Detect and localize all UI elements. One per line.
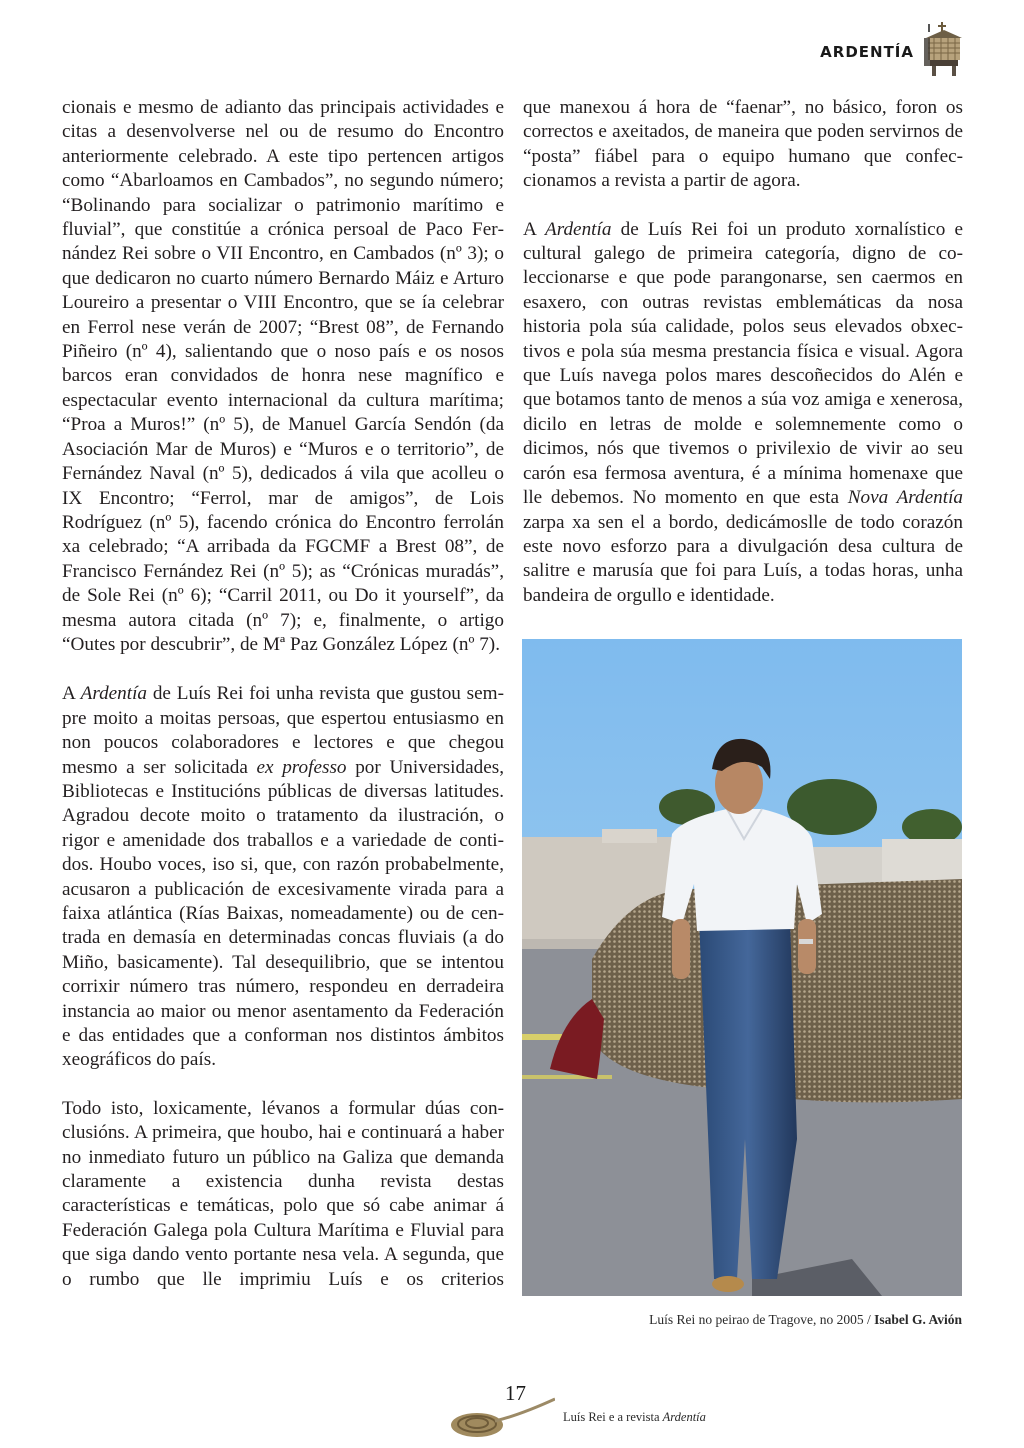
running-title: Luís Rei e a revista Ardentía bbox=[563, 1410, 706, 1424]
paragraph-articles-list: cionais e mesmo de adianto das principais actividades e citas a desenvolverse nel ou de resumo do Encontro anteriormente celebrado. A este tipo pertencen artigos como “Abarloamos en Cambados”, no segundo número; “Bolinando para socializar o patrimonio marítimo e fluvial”, que constitúe a crónica persoal de Paco Fernández Rei sobre o VII Encontro, en Cambados (nº 3); o que dedicaron no cuarto número Bernardo Máiz e Arturo Loureiro a presentar o VIII Encontro, que se ía celebrar en Ferrol nese verán de 2007; “Brest 08”, de Fernando Piñeiro (nº 4), salientando que o noso país e os nosos barcos eran convidados de honra nese magnífico e espectacular evento internacional da cultura marítima; “Proa a Muros!” (nº 5), de Manuel García Sendón (da Asociación Mar de Muros) e “Muros e o territorio”, de Fernández Naval (nº 5), dedicados á vila que acolleu o IX Encontro; “Ferrol, mar de amigos”, de Lois Rodríguez (nº 5), facendo crónica do Encontro ferrolán xa celebrado; “A arribada da FGCMF a Brest 08”, de Francisco Fernández Rei (nº 5); as “Crónicas muradás”, de Sole Rei (nº 6); “Carril 2011, ou Do it yourself”, da mesma autora citada (nº 7); e, finalmente, o artigo “Outes por descubrir”, de Mª Paz González López (nº 7). bbox=[62, 97, 504, 655]
photo-credit: Isabel G. Avión bbox=[874, 1312, 962, 1327]
coiled-rope-icon bbox=[445, 1375, 555, 1441]
photo-illustration bbox=[522, 639, 962, 1296]
left-text-column bbox=[62, 96, 504, 1292]
paragraph-magazine-reception: A Ardentía de Luís Rei foi unha revista que gustou sempre moito a moitas persoas, que espertou entusiasmo en non poucos colaboradores e lectores e que chegou mesmo a ser solicitada ex professo por Universidades, Bibliotecas e Institucións públicas de diversas latitudes. Agradou decote moito o tratamento da ilustración, o rigor e amenidade dos traballos e a variedade de contidos. Houbo voces, iso si, que, con razón probabelmente, acusaron a publicación de excesivamente virada para a faixa atlántica (Rías Baixas, nomeadamente) ou de centrada en demasía en determinadas concas fluviais (a do Miño, basicamente). Tal desequilibrio, que se intentou corrixir número tras número, respondeu en derradeira instancia ao maior ou menor asentamento da Federación e das entidades que a conforman nos distintos ámbitos xeográficos do país. bbox=[62, 683, 505, 1071]
page-header bbox=[820, 14, 966, 84]
magazine-title-italic: Ardentía bbox=[544, 218, 612, 240]
page-number: 17 bbox=[505, 1381, 526, 1405]
latin-phrase-italic: ex professo bbox=[256, 756, 347, 778]
paragraph-tribute: A Ardentía de Luís Rei foi un produto xornalístico e cultural galego de primeira categoría, digno de coleccionarse e que pode parangonarse, sen caermos en esaxero, con outras revistas emblemáticas da nosa historia pola súa calidade, polos seus elevados obxectivos e pola súa mesma prestancia física e visual. Agora que Luís navega polos mares descoñecidos do Alén e que botamos tanto de menos a súa voz amiga e xenerosa, dicilo en letras de molde e solemnemente como o dicimos, nós que tivemos o privilexio de vivir ao seu carón esa fermosa aventura, é a mínima homenaxe que lle debemos. No momento en que esta Nova Ardentía zarpa xa sen el a bordo, dedicámoslle de todo corazón este novo esforzo para a divulgación desa cultura de salitre e marusía que foi para Luís, a todas horas, unha bandeira de orgullo e identidade. bbox=[523, 218, 963, 606]
magazine-title-italic: Ardentía bbox=[80, 683, 148, 705]
horreo-granary-icon bbox=[922, 20, 966, 78]
paragraph-criteria: que manexou á hora de “faenar”, no básico, foron os correctos e axeitados, de maneira que poden servirnos de “posta” fiábel para o equipo humano que confeccionamos a revista a partir de agora. bbox=[523, 97, 963, 192]
photo-caption: Luís Rei no peirao de Tragove, no 2005 / Isabel G. Avión bbox=[649, 1312, 962, 1327]
page-footer bbox=[445, 1375, 765, 1441]
new-magazine-title-italic: Nova Ardentía bbox=[847, 487, 963, 509]
right-text-column bbox=[523, 96, 963, 608]
paragraph-conclusions: Todo isto, loxicamente, lévanos a formular dúas conclusións. A primeira, que houbo, hai e continuará a haber no inmediato futuro un público na Galiza que demanda claramente a existencia dunha revista destas características e temáticas, polo que só cabe animar á Federación Galega pola Cultura Marítima e Fluvial para que siga dando vento portante nesa vela. A segunda, que o rumbo que lle imprimiu Luís e os criterios bbox=[62, 1097, 504, 1290]
magazine-brand: ARDENTÍA bbox=[820, 43, 914, 61]
photo-luis-rei-pier bbox=[522, 639, 962, 1296]
